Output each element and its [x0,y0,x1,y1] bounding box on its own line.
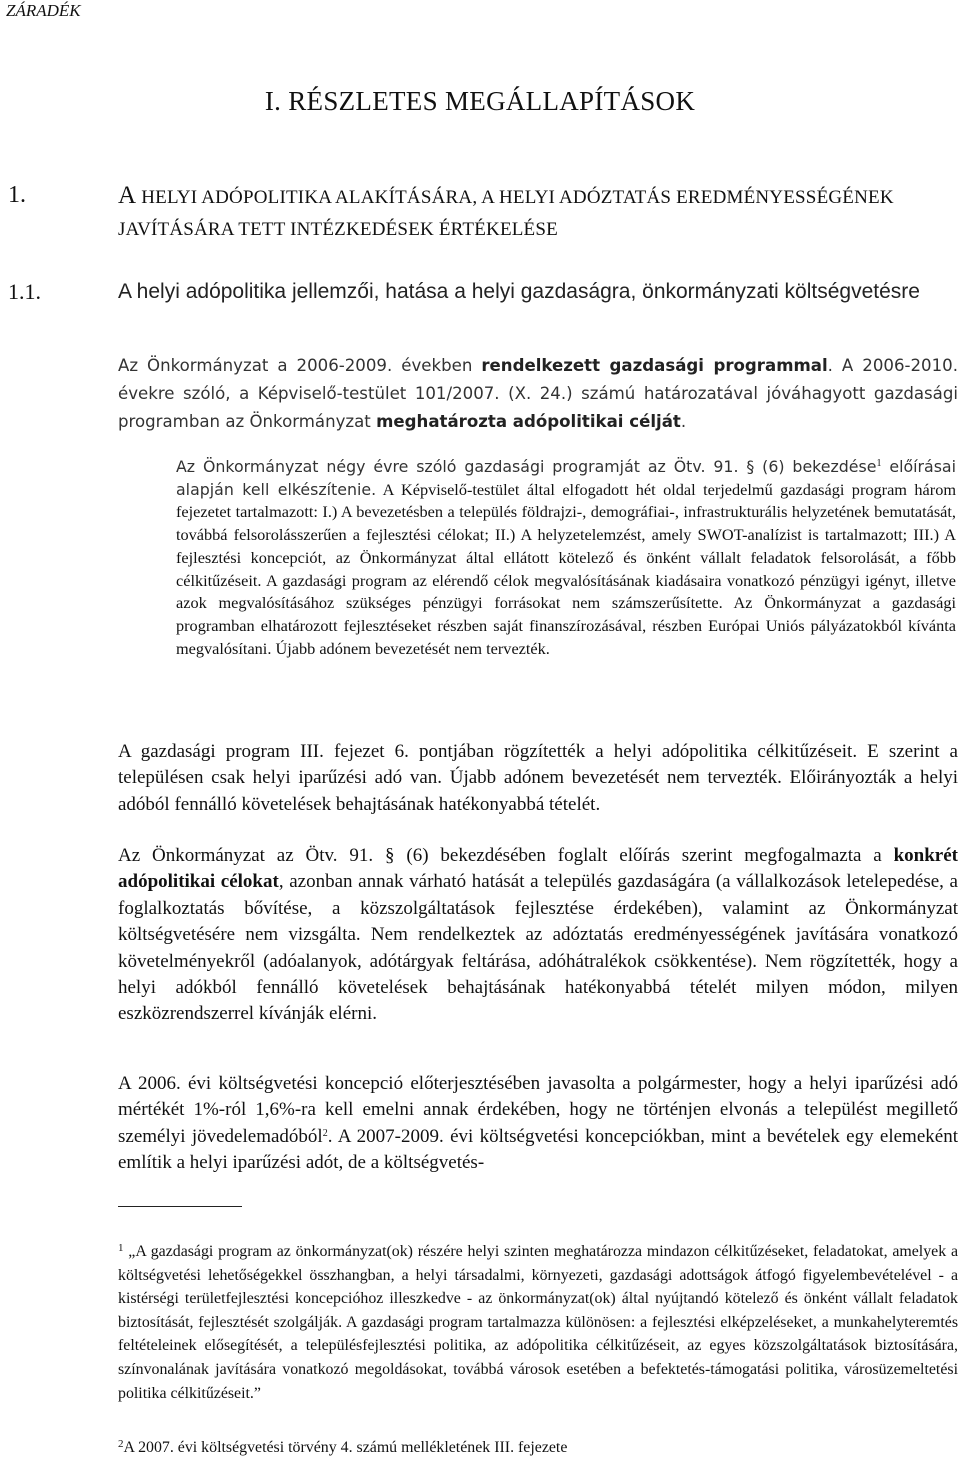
heading1-line1: HELYI ADÓPOLITIKA ALAKÍTÁSÁRA, A HELYI ADÓZTATÁS EREDMÉNYESSÉGÉNEK [136,187,894,208]
intro-text-3: . [680,412,687,431]
heading2: A helyi adópolitika jellemzői, hatása a helyi gazdaságra, önkormányzati költségvetésre [118,280,920,303]
heading1-line2: JAVÍTÁSÁRA TETT INTÉZKEDÉSEK ÉRTÉKELÉSE [118,219,558,240]
footnote-2 [118,1436,958,1459]
intro-paragraph [118,352,958,436]
para3-text-2: . A 2007-2009. évi költségvetési koncepciókban, mint a bevételek egy elemeként említik a helyi iparűzési adót, de a költségvetés- [118,1125,958,1174]
para3-text-1: A 2006. évi költségvetési koncepció előterjesztésében javasolta a polgármester, hogy a helyi iparűzési adó mértékét 1%-ról 1,6%-ra kell emelni annak érdekében, hogy ne történjen elvonás a települést megillető személyi jövedelemadóból [118,1073,958,1147]
para2-text-1: Az Önkormányzat az Ötv. 91. § (6) bekezdésében foglalt előírás szerint megfogalmazta a [118,845,894,866]
program-quote [176,456,956,660]
footnote-ref-1[interactable]: 1 [876,458,882,469]
section-title: I. RÉSZLETES MEGÁLLAPÍTÁSOK [264,86,696,116]
quote-sans-2: előírásai alapján kell elkészítenie. [176,457,956,499]
intro-bold-2: meghatározta adópolitikai célját [376,412,681,431]
heading1 [118,180,956,246]
quote-sans-1: Az Önkormányzat négy évre szóló gazdasági programját az Ötv. 91. § (6) bekezdése [176,457,877,476]
heading1-number: 1. [8,182,26,208]
footnote-2-mark: 2 [118,1438,124,1450]
para2-text-2: , azonban annak várható hatását a település gazdaságára (a vállalkozások letelepedése, a foglalkoztatás bővítése, a közszolgáltatások fejlesztése érdekében), valamint az Önkormányzat költségvetésére nem vizsgálta. Nem rendelkeztek az adóztatás eredményességének javítására vonatkozó követelményekről (adóalanyok, adótárgyak feltárása, adóhátralékok csökkentése). Nem rögzítették, hogy a helyi adókból fennálló követelések behajtásának hatékonyabbá tételét milyen módon, milyen eszközrendszerrel kívánják elérni. [118,871,958,1025]
heading1-initial: A [118,182,137,209]
paragraph-3 [118,1071,958,1177]
para2-bold: konkrét adópolitikai célokat [118,845,958,893]
paragraph-2 [118,843,958,1028]
intro-text-1: Az Önkormányzat a 2006-2009. években [118,356,482,375]
footnote-2-text: A 2007. évi költségvetési törvény 4. számú mellékletének III. fejezete [123,1439,568,1456]
footnote-1 [118,1240,958,1405]
intro-bold-1: rendelkezett gazdasági programmal [481,356,828,375]
heading2-number: 1.1. [8,279,41,304]
footnote-1-text: „A gazdasági program az önkormányzat(ok) részére helyi szinten meghatározza mindazon célkitűzéseket, feladatokat, amelyek a költségvetési lehetőségekkel összhangban, a helyi társadalmi, környezeti, gazdasági adottságok átfogó figyelembevételével - a kistérségi területfejlesztési koncepcióhoz illeszkedve - az önkormányzat(ok) által nyújtandó kötelező és önként vállalt feladatok biztosítását, fejlesztését szolgálják. A gazdasági program tartalmazza különösen: a fejlesztési elképzeléseket, a munkahelyteremtés feltételeinek elősegítését, a településfejlesztési politika, az adópolitika célkitűzéseit, az egyes közszolgáltatások biztosítására, színvonalának javítására vonatkozó megoldásokat, továbbá városok esetében a befektetés-támogatási politika, városüzemeltetési politika célkitűzéseit.” [118,1243,958,1402]
header-label: ZÁRADÉK [6,1,81,20]
footnote-1-mark: 1 [118,1242,124,1254]
intro-text-2: . A 2006-2010. évekre szóló, a Képviselő-testület 101/2007. (X. 24.) számú határozatával jóváhagyott gazdasági programban az Önkormányzat [118,356,958,431]
paragraph-1: A gazdasági program III. fejezet 6. pontjában rögzítették a helyi adópolitika célkitűzéseit. E szerint a településen csak helyi iparűzési adó van. Újabb adónem bevezetését nem tervezték. Előirányozták a helyi adóból fennálló követelések behajtásának hatékonyabbá tételét. [118,741,958,815]
footnote-divider [118,1206,242,1207]
quote-serif: A Képviselő-testület által elfogadott hét oldal terjedelmű gazdasági program három fejezetet tartalmazott: I.) A bevezetésben a település földrajzi-, demográfiai-, infrastrukturális helyzetének bemutatását, továbbá felsorolásszerűen a fejlesztési célokat; II.) A helyzetelemzést, amely SWOT-analízist is tartalmazott; III.) A fejlesztési koncepciót, az Önkormányzat által ellátott kötelező és önként vállalt feladatok felsorolását, a főbb célkitűzéseit. A gazdasági program az elérendő célok megvalósításának kiadásaira vonatkozó pénzügyi igényt, illetve azok megvalósításához szükséges pénzügyi forrásokat nem számszerűsítette. Az Önkormányzat a gazdasági programban elhatározott fejlesztéseket részben saját finanszírozásával, részben Európai Uniós pályázatokból kívánta megvalósítani. Újabb adónem bevezetését nem tervezték. [176,479,956,658]
footnote-ref-2[interactable]: 2 [322,1127,328,1139]
